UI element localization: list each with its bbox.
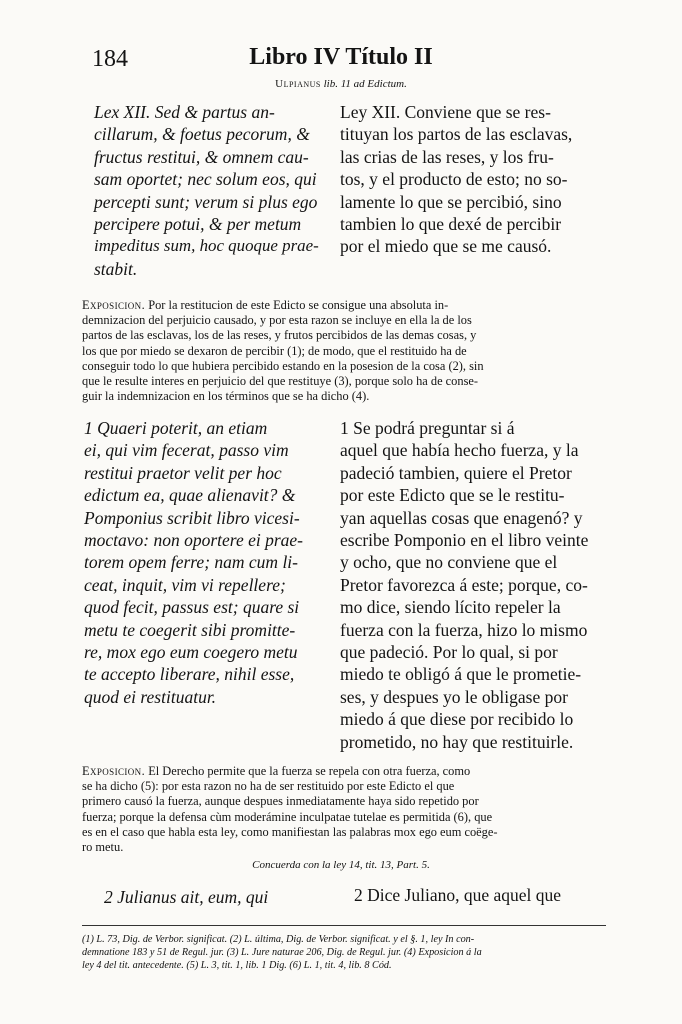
spanish-line: 1 Se podrá preguntar si á — [340, 418, 515, 438]
note-line: se ha dicho (5): por esta razon no ha de ser restituido por este Edicto el que — [82, 779, 455, 794]
spanish-line: tos, y el producto de esto; no so- — [340, 169, 568, 190]
spanish-line: padeció tambien, quiere el Pretor — [340, 462, 572, 483]
latin-line: moctavo: non oportere ei prae- — [84, 530, 304, 551]
spanish-line: fuerza con la fuerza, hizo lo mismo — [340, 619, 588, 640]
note-line: conseguir todo lo que hubiera percibido estando en la posesion de la cosa (2), sin — [82, 358, 484, 373]
note-line: El Derecho permite que la fuerza se repela con otra fuerza, como — [148, 764, 471, 778]
spanish-line: que padeció. Por lo qual, si por — [340, 642, 558, 663]
lex12-latin — [94, 101, 320, 280]
spanish-line: tituyan los partos de las esclavas, — [340, 124, 573, 145]
note-line: que le resulte interes en perjuicio del que restituye (3), porque solo ha de conse- — [82, 374, 479, 389]
page-title: Libro IV Título II — [249, 44, 433, 70]
note-line: guir la indemnizacion en los términos que se ha dicho (4). — [82, 389, 370, 404]
note-line: es en el caso que habla esta ley, como manifiestan las palabras mox ego eum coëge- — [82, 824, 498, 839]
footnotes — [82, 933, 606, 972]
spanish-line: por este Edicto que se le restitu- — [340, 485, 565, 506]
spanish-line: escribe Pomponio en el libro veinte — [340, 530, 589, 551]
footnote-line: demnatione 183 y 51 de Regul. jur. (3) L. Jure naturae 206, Dig. de Regul. jur. (4) Exposicion á la — [82, 947, 482, 958]
latin-line: impeditus sum, hoc quoque prae- — [94, 236, 319, 256]
latin-line: quod fecit, passus est; quare si — [84, 597, 300, 618]
spanish-line: ses, y despues yo le obligase por — [340, 686, 568, 707]
latin-line: torem opem ferre; nam cum li- — [84, 552, 298, 573]
section1-spanish — [340, 417, 608, 753]
footnote-line: (1) L. 73, Dig. de Verbor. significat. (2) L. última, Dig. de Verbor. significat. y el §. 1, ley In con- — [82, 934, 475, 945]
latin-line: percipere potui, & per metum — [94, 214, 302, 235]
spanish-line: miedo á que diese por recibido lo — [340, 709, 574, 730]
exposicion-label: Exposicion. — [82, 764, 146, 778]
subtitle-rest: lib. 11 ad Edictum. — [323, 78, 407, 90]
latin-line: Pomponius scribit libro vicesi- — [84, 507, 300, 528]
lex12-spanish — [340, 101, 608, 258]
section1-latin — [84, 417, 324, 708]
note-line: los que por miedo se dexaron de percibir (1); de modo, que el restituido ha de — [82, 343, 467, 358]
exposicion-1 — [82, 298, 604, 404]
latin-line: 1 Quaeri poterit, an etiam — [84, 418, 268, 438]
latin-line: sam oportet; nec solum eos, qui — [94, 169, 317, 190]
spanish-line: yan aquellas cosas que enagenó? y — [340, 507, 583, 528]
note-line: primero causó la fuerza, aunque despues inmediatamente haya sido repetido por — [82, 794, 479, 809]
spanish-line: las crias de las reses, y los fru- — [340, 146, 554, 167]
latin-line: metu te coegerit sibi promitte- — [84, 619, 296, 640]
spanish-line: Pretor favorezca á este; porque, co- — [340, 574, 588, 595]
latin-line: te accepto liberare, nihil esse, — [84, 664, 295, 685]
spanish-line: aquel que había hecho fuerza, y la — [340, 440, 579, 461]
exposicion-label: Exposicion. — [82, 298, 146, 312]
note-line: demnizacion del perjuicio causado, y por esta razon se incluye en ella la de los — [82, 313, 472, 328]
latin-line: ei, qui vim fecerat, passo vim — [84, 440, 289, 461]
latin-line: cillarum, & foetus pecorum, & — [94, 124, 310, 145]
footnote-rule — [82, 925, 606, 926]
spanish-line: Ley XII. Conviene que se res- — [340, 102, 551, 122]
note-line: fuerza; porque la defensa cùm moderámine inculpatae tutelae es permitida (6), que — [82, 809, 493, 824]
concordance-note: Concuerda con la ley 14, tit. 13, Part. 5. — [252, 859, 430, 871]
subtitle-author: Ulpianus — [275, 78, 321, 90]
section2-spanish: 2 Dice Juliano, que aquel que — [354, 885, 562, 905]
spanish-line: lamente lo que se percibió, sino — [340, 191, 562, 212]
latin-line: edictum ea, quae alienavit? & — [84, 485, 296, 506]
latin-line: restitui praetor velit per hoc — [84, 462, 282, 483]
spanish-line: prometido, no hay que restituirle. — [340, 731, 574, 752]
latin-line: fructus restitui, & omnem cau- — [94, 146, 309, 167]
latin-line: re, mox ego eum coegero metu — [84, 642, 298, 663]
spanish-line: tambien lo que dexé de percibir — [340, 214, 562, 235]
spanish-line: miedo te obligó á que le prometie- — [340, 664, 582, 685]
note-line: partos de las esclavas, los de las reses, y frutos percibidos de las demas cosas, y — [82, 328, 477, 343]
exposicion-2 — [82, 764, 604, 855]
latin-line: Lex XII. Sed & partus an- — [94, 102, 275, 122]
latin-line: percepti sunt; verum si plus ego — [94, 191, 318, 212]
spanish-line: y ocho, que no conviene que el — [340, 552, 558, 573]
section2-latin: 2 Julianus ait, eum, qui — [104, 887, 269, 907]
latin-line: quod ei restituatur. — [84, 686, 217, 707]
note-line: Por la restitucion de este Edicto se consigue una absoluta in- — [148, 298, 449, 312]
latin-line: stabit. — [94, 258, 138, 279]
latin-line: ceat, inquit, vim vi repellere; — [84, 574, 286, 595]
footnote-line: ley 4 del tit. antecedente. (5) L. 3, tit. 1, lib. 1 Dig. (6) L. 1, tit. 4, lib. 8 Cód. — [82, 960, 392, 971]
spanish-line: mo dice, siendo lícito repeler la — [340, 597, 561, 618]
note-line: ro metu. — [82, 840, 124, 855]
page-subtitle — [0, 78, 682, 90]
page-number: 184 — [92, 46, 128, 72]
spanish-line: por el miedo que se me causó. — [340, 236, 552, 257]
